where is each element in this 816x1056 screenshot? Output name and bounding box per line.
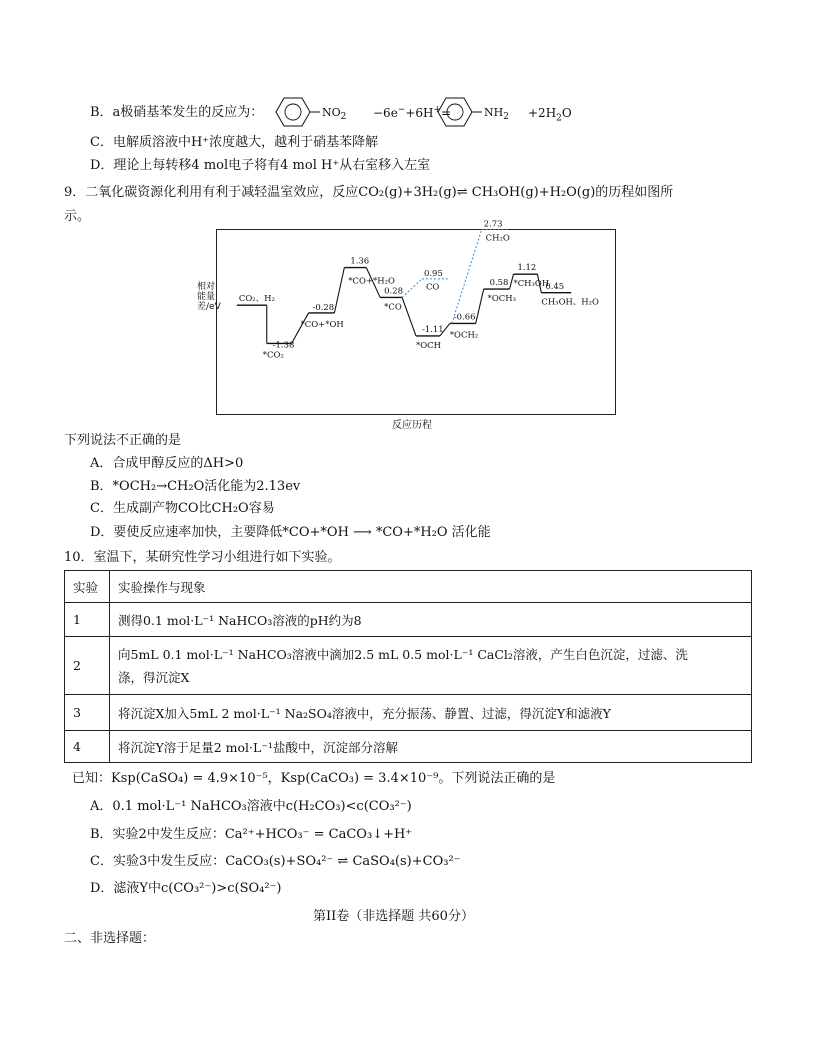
state-label: CH₃OH、H₂O (541, 296, 600, 307)
state-label: *CO+*H₂O (348, 275, 395, 286)
amine-group (484, 104, 509, 122)
table-cell-index: 2 (65, 637, 110, 695)
q8-option-b-text: B．a极硝基苯发生的反应为： (90, 105, 264, 120)
q9-stem-line2: 示。 (64, 209, 91, 224)
table-row (65, 603, 752, 637)
q10-option-c: C．实验3中发生反应：CaCO₃(s)+SO₄²⁻ ⇌ CaSO₄(s)+CO₃²⁻ (90, 854, 461, 869)
value-label: -1.38 (272, 339, 295, 350)
water-sub: 2 (556, 113, 562, 124)
side-path (402, 279, 422, 298)
electron-sup: − (397, 105, 406, 115)
state-label: *CO+*OH (300, 318, 344, 329)
value-label: -0.66 (453, 311, 476, 322)
table-cell-text: 将沉淀X加入5mL 2 mol·L⁻¹ Na₂SO₄溶液中，充分振荡、静置、过滤，得沉淀Y和滤液Y (110, 695, 752, 731)
profile-connector (402, 297, 416, 336)
energy-profile-chart (216, 218, 616, 415)
value-label: 0.58 (489, 277, 509, 288)
proton-text: +6H (405, 106, 434, 120)
value-label: 1.36 (350, 255, 370, 266)
q9-option-b: B．*OCH₂→CH₂O活化能为2.13ev (90, 479, 301, 494)
chart-xlabel: 反应历程 (392, 420, 432, 431)
table-header-cell: 实验 (65, 571, 110, 603)
section-part2-heading: 二、非选择题： (64, 931, 156, 946)
water-text: +2H (528, 106, 557, 120)
value-label: -0.28 (312, 301, 335, 312)
table-header-row (65, 571, 752, 603)
value-label: 2.73 (483, 218, 503, 229)
table-cell-index: 4 (65, 731, 110, 763)
value-label: -1.11 (421, 323, 444, 334)
electron-text: −6e (373, 106, 398, 120)
table-cell-text: 将沉淀Y溶于足量2 mol·L⁻¹盐酸中，沉淀部分溶解 (110, 731, 752, 763)
value-label: 1.12 (517, 262, 537, 273)
q10-option-a: A．0.1 mol·L⁻¹ NaHCO₃溶液中c(H₂CO₃)<c(CO₃²⁻) (90, 799, 412, 814)
q10-option-b: B．实验2中发生反应：Ca²⁺+HCO₃⁻ = CaCO₃↓+H⁺ (90, 827, 413, 842)
equals-sign: = (441, 106, 452, 120)
table-cell-text: 测得0.1 mol·L⁻¹ NaHCO₃溶液的pH约为8 (110, 603, 752, 637)
state-label: *CO₂ (262, 349, 284, 360)
side-product-label: CH₂O (485, 232, 510, 243)
table-cell-index: 3 (65, 695, 110, 731)
nitro-group (322, 104, 346, 122)
q9-option-a: A．合成甲醇反应的ΔH>0 (90, 456, 244, 471)
table-cell-line: 向5mL 0.1 mol·L⁻¹ NaHCO₃溶液中滴加2.5 mL 0.5 mol·L⁻¹ CaCl₂溶液，产生白色沉淀，过滤、洗 (118, 646, 688, 662)
table-cell-line: 涤，得沉淀X (118, 669, 190, 685)
state-label: *OCH₃ (487, 293, 517, 303)
section-title: 第II卷（非选择题 共60分） (313, 909, 474, 924)
experiment-table (64, 570, 752, 763)
profile-connector (334, 268, 344, 313)
water-term (528, 104, 572, 122)
amine-sub: 2 (503, 112, 509, 123)
energy-profile-svg (217, 218, 615, 414)
q9-option-d: D．要使反应速率加快，主要降低*CO+*OH ⟶ *CO+*H₂O 活化能 (90, 525, 491, 540)
table-header-cell: 实验操作与现象 (110, 571, 752, 603)
q9-option-c: C．生成副产物CO比CH₂O容易 (90, 501, 275, 516)
proton-sup: + (433, 105, 442, 115)
q10-known: 已知：Ksp(CaSO₄) = 4.9×10⁻⁵，Ksp(CaCO₃) = 3.4×10⁻⁹。下列说法正确的是 (72, 771, 556, 786)
state-label: *OCH₂ (449, 329, 479, 340)
benzene-ring-icon (434, 96, 484, 128)
benzene-ring-icon (272, 96, 322, 128)
side-path (452, 230, 482, 324)
nitro-text: NO (322, 106, 341, 119)
state-label: CO₂、H₂ (238, 293, 275, 304)
profile-connector (476, 289, 484, 323)
q8-option-d: D．理论上每转移4 mol电子将有4 mol H⁺从右室移入左室 (90, 158, 431, 173)
q8-option-c: C．电解质溶液中H⁺浓度越大，越利于硝基苯降解 (90, 135, 379, 150)
value-label: 0.28 (384, 285, 403, 296)
q10-option-d: D．滤液Y中c(CO₃²⁻)>c(SO₄²⁻) (90, 881, 282, 896)
water-o: O (561, 106, 572, 120)
q9-stem-line1: 9．二氧化碳资源化利用有利于减轻温室效应，反应CO₂(g)+3H₂(g)⇌ CH₃OH(g)+H₂O(g)的历程如图所 (64, 185, 674, 200)
value-label: 0.45 (545, 280, 565, 291)
value-label: 0.95 (423, 267, 443, 278)
state-label: *OCH (416, 339, 441, 350)
q10-stem: 10．室温下，某研究性学习小组进行如下实验。 (64, 550, 341, 565)
nitro-sub: 2 (340, 112, 347, 123)
table-cell-index: 1 (65, 603, 110, 637)
chart-ylabel: 相对能量差/eV (197, 282, 221, 312)
table-row (65, 637, 752, 695)
amine-text: NH (484, 106, 504, 119)
q8-option-b (90, 104, 263, 122)
table-cell-text (110, 637, 752, 695)
table-row (65, 731, 752, 763)
state-label: *CH₃OH (513, 278, 550, 289)
q9-ask: 下列说法不正确的是 (64, 433, 182, 448)
state-label: *CO (384, 301, 402, 312)
table-row (65, 695, 752, 731)
side-product-label: CO (425, 281, 440, 292)
